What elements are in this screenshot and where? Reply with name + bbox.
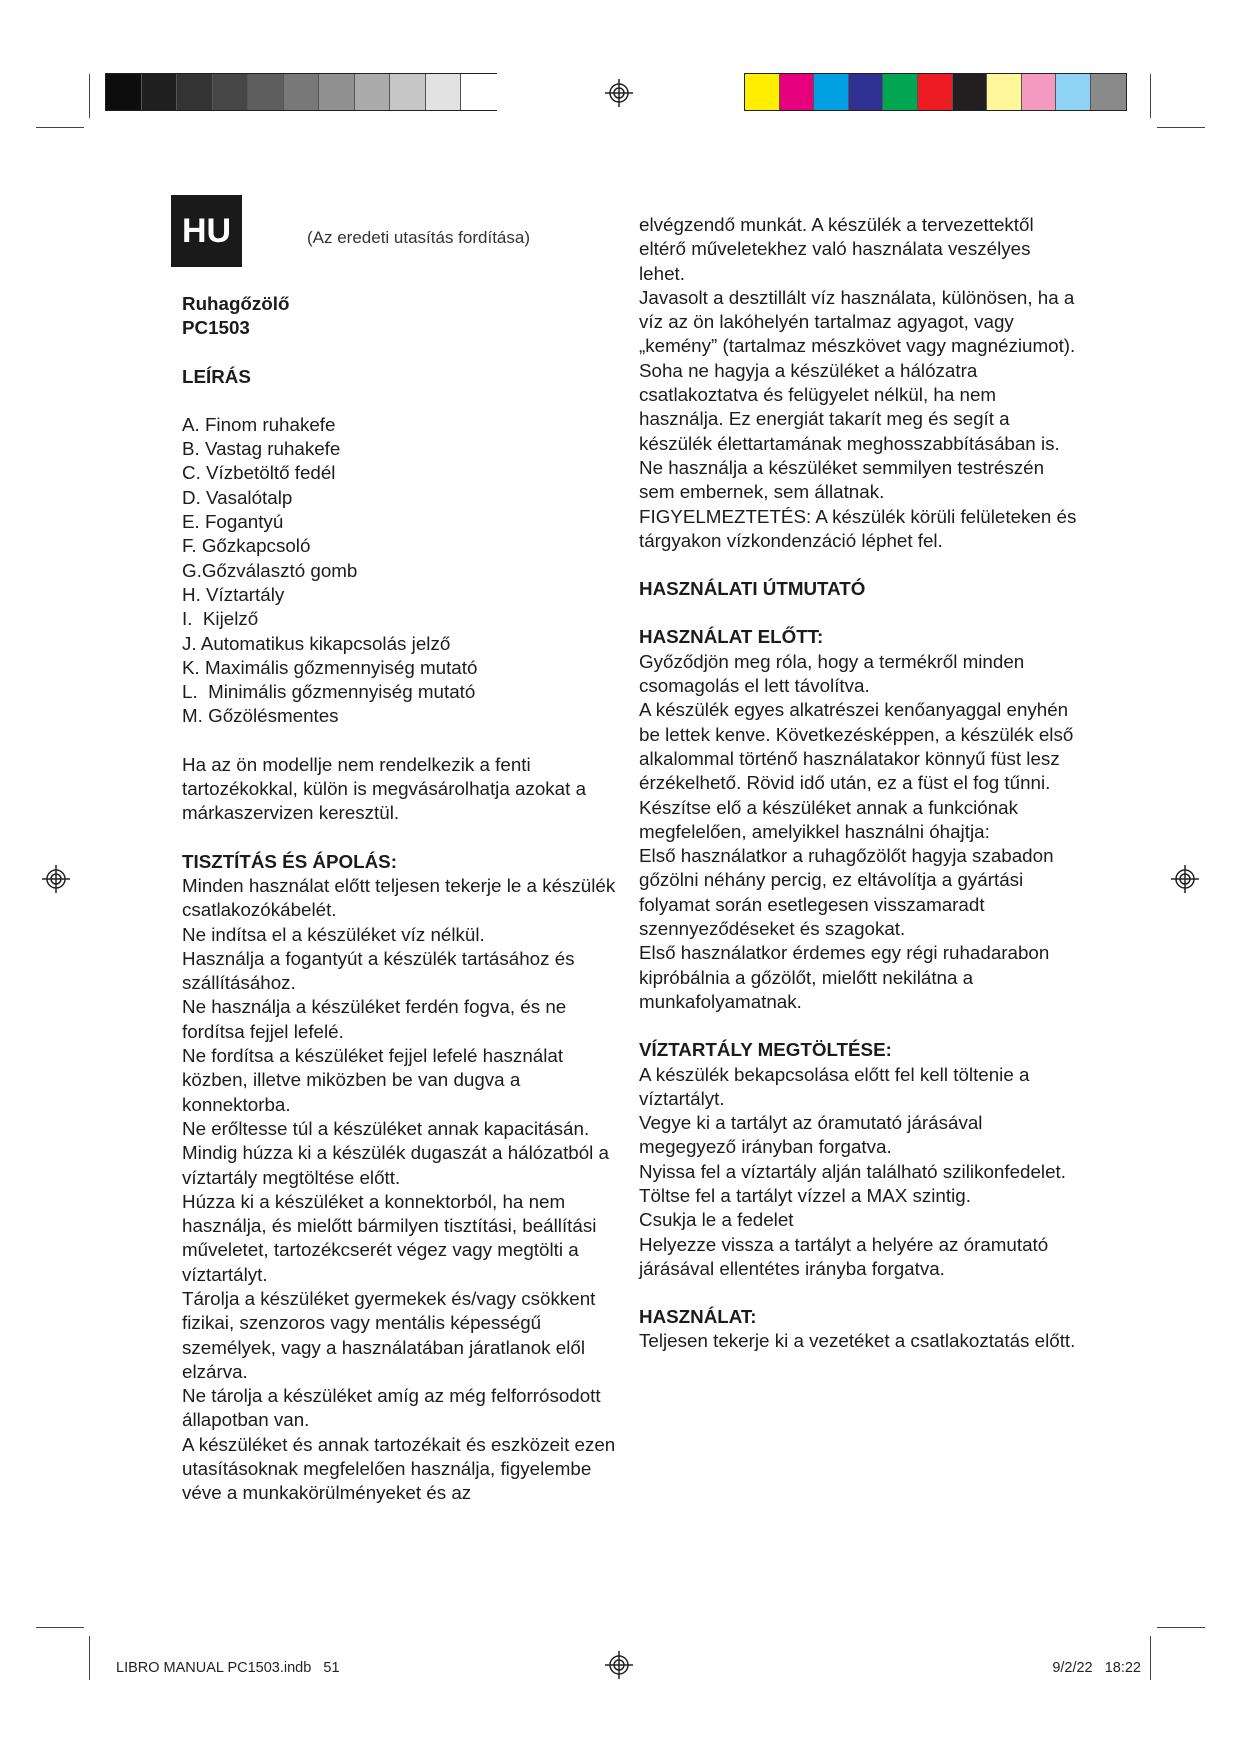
calibration-swatch <box>355 74 391 110</box>
parts-list-item: H. Víztartály <box>182 583 285 605</box>
cleaning-paragraph: Húzza ki a készüléket a konnektorból, ha nem használja, és mielőtt bármilyen tisztítási, beállítási műveletet, tartozékcserét végez vagy megtölti a víztartályt. <box>182 1190 597 1285</box>
registration-mark-top-icon <box>604 78 634 108</box>
calibration-swatch <box>177 74 213 110</box>
before-use-heading: HASZNÁLAT ELŐTT: <box>639 626 824 648</box>
parts-list-item: I. Kijelző <box>182 608 259 630</box>
cleaning-heading: TISZTÍTÁS ÉS ÁPOLÁS: <box>182 850 397 872</box>
tank-paragraph: Nyissa fel a víztartály alján található szilikonfedelet. <box>639 1160 1066 1182</box>
crop-mark-top-left-v <box>89 74 90 118</box>
calibration-swatch <box>1056 74 1091 110</box>
cleaning-paragraph: A készüléket és annak tartozékait és eszközeit ezen utasításoknak megfelelően használja, figyelembe véve a munkakörülményeket és az <box>182 1433 616 1504</box>
tank-paragraph: Töltse fel a tartályt vízzel a MAX szintig. <box>639 1184 971 1206</box>
tank-paragraph: Csukja le a fedelet <box>639 1209 794 1231</box>
intro-paragraph: Ne használja a készüléket semmilyen testrészén sem embernek, sem állatnak. <box>639 456 1045 503</box>
crop-mark-top-right-h <box>1157 127 1205 128</box>
before-use-paragraph: Első használatkor a ruhagőzölőt hagyja szabadon gőzölni néhány percig, ez eltávolítja a gyártási folyamat során esetlegesen visszamaradt szennyeződéseket és szagokat. <box>639 845 1054 940</box>
calibration-swatch <box>248 74 284 110</box>
calibration-swatch <box>319 74 355 110</box>
cleaning-paragraph: Ne erőltesse túl a készüléket annak kapacitásán. <box>182 1117 590 1139</box>
left-column <box>182 292 622 1506</box>
calibration-swatch <box>987 74 1022 110</box>
cleaning-paragraph: Ne használja a készüléket ferdén fogva, és ne fordítsa fejjel lefelé. <box>182 996 567 1042</box>
parts-list-item: C. Vízbetöltő fedél <box>182 462 336 484</box>
intro-paragraph: elvégzendő munkát. A készülék a tervezettektől eltérő műveletekhez való használata veszélyes lehet. <box>639 214 1034 284</box>
registration-mark-bottom-icon <box>604 1650 634 1680</box>
parts-list-item: D. Vasalótalp <box>182 486 293 508</box>
tank-paragraph: Vegye ki a tartályt az óramutató járásával megegyező irányban forgatva. <box>639 1112 983 1158</box>
parts-list <box>182 413 622 729</box>
description-heading: LEÍRÁS <box>182 365 251 387</box>
use-heading: HASZNÁLAT: <box>639 1306 757 1328</box>
translation-subtitle: (Az eredeti utasítás fordítása) <box>307 228 530 247</box>
cleaning-paragraph: Ne indítsa el a készüléket víz nélkül. <box>182 923 485 945</box>
calibration-swatch <box>426 74 462 110</box>
cleaning-paragraph: Mindig húzza ki a készülék dugaszát a hálózatból a víztartály megtöltése előtt. <box>182 1142 610 1188</box>
parts-list-item: A. Finom ruhakefe <box>182 413 336 435</box>
cleaning-paragraph: Használja a fogantyút a készülék tartásához és szállításához. <box>182 947 575 994</box>
crop-mark-bottom-left-h <box>36 1627 84 1628</box>
before-use-paragraph: Készítse elő a készüléket annak a funkciónak megfelelően, amelyikkel használni óhajtja: <box>639 796 1018 842</box>
crop-mark-bottom-right-h <box>1157 1627 1205 1628</box>
warning-paragraph: FIGYELMEZTETÉS: A készülék körüli felületeken és tárgyakon vízkondenzáció léphet fel. <box>639 505 1077 551</box>
spacer <box>182 389 622 413</box>
product-model: PC1503 <box>182 317 250 339</box>
parts-list-item: J. Automatikus kikapcsolás jelző <box>182 632 451 654</box>
spacer <box>639 553 1079 577</box>
before-use-paragraph: A készülék egyes alkatrészei kenőanyaggal enyhén be lettek kenve. Következésképpen, a készülék első alkalommal történő használatakor könnyű füst lesz érzékelhető. Rövid idő után, ez a füst el fog tűnni. <box>639 699 1074 794</box>
calibration-swatch <box>918 74 953 110</box>
calibration-swatch <box>883 74 918 110</box>
crop-mark-top-right-v <box>1150 74 1151 118</box>
tank-paragraph: A készülék bekapcsolása előtt fel kell töltenie a víztartályt. <box>639 1063 1030 1109</box>
tank-paragraph: Helyezze vissza a tartályt a helyére az óramutató járásával ellentétes irányba forgatva. <box>639 1233 1049 1279</box>
calibration-swatch <box>780 74 815 110</box>
parts-list-item: K. Maximális gőzmennyiség mutató <box>182 656 478 678</box>
language-badge: HU <box>171 195 242 267</box>
accessory-note: Ha az ön modellje nem rendelkezik a fenti tartozékokkal, külön is megvásárolhatja azokat a márkaszervizen keresztül. <box>182 753 587 824</box>
calibration-swatch <box>849 74 884 110</box>
calibration-swatch <box>814 74 849 110</box>
spacer <box>639 1281 1079 1305</box>
parts-list-item: E. Fogantyú <box>182 511 284 533</box>
calibration-swatch <box>106 74 142 110</box>
usage-guide-heading: HASZNÁLATI ÚTMUTATÓ <box>639 578 866 600</box>
calibration-swatch <box>284 74 320 110</box>
intro-paragraph: Soha ne hagyja a készüléket a hálózatra csatlakoztatva és felügyelet nélkül, ha nem használja. Ez energiát takarít meg és segít a készülék élettartamának meghosszabbításában is. <box>639 359 1060 454</box>
cleaning-paragraph: Tárolja a készüléket gyermekek és/vagy csökkent fizikai, szenzoros vagy mentális képességű személyek, vagy a használatában járatlanok elől elzárva. <box>182 1287 596 1382</box>
calibration-swatch <box>1022 74 1057 110</box>
before-use-paragraph: Győződjön meg róla, hogy a termékről minden csomagolás el lett távolítva. <box>639 650 1025 697</box>
registration-mark-left-icon <box>41 864 71 894</box>
cleaning-paragraph: Ne tárolja a készüléket amíg az még felforrósodott állapotban van. <box>182 1385 601 1431</box>
footer-timestamp: 9/2/22 18:22 <box>1052 1660 1141 1676</box>
color-calibration-bar <box>744 73 1127 111</box>
crop-mark-top-left-h <box>36 127 84 128</box>
calibration-swatch <box>953 74 988 110</box>
cleaning-paragraph: Minden használat előtt teljesen tekerje le a készülék csatlakozókábelét. <box>182 874 616 921</box>
parts-list-item: B. Vastag ruhakefe <box>182 438 341 460</box>
registration-mark-right-icon <box>1170 864 1200 894</box>
calibration-swatch <box>461 74 497 110</box>
right-column <box>639 213 1079 1354</box>
spacer <box>639 1014 1079 1038</box>
parts-list-item: F. Gőzkapcsoló <box>182 535 311 557</box>
footer-file-info: LIBRO MANUAL PC1503.indb 51 <box>116 1660 340 1676</box>
parts-list-item: L. Minimális gőzmennyiség mutató <box>182 681 476 703</box>
calibration-swatch <box>390 74 426 110</box>
cleaning-paragraph: Ne fordítsa a készüléket fejjel lefelé használat közben, illetve miközben be van dugva a konnektorba. <box>182 1045 564 1115</box>
use-paragraph: Teljesen tekerje ki a vezetéket a csatlakoztatás előtt. <box>639 1330 1076 1352</box>
calibration-swatch <box>213 74 249 110</box>
spacer <box>639 601 1079 625</box>
calibration-swatch <box>142 74 178 110</box>
spacer <box>182 729 622 753</box>
crop-mark-bottom-left-v <box>89 1636 90 1680</box>
grayscale-calibration-bar <box>105 73 497 111</box>
calibration-swatch <box>1091 74 1126 110</box>
product-name: Ruhagőzölő <box>182 293 290 314</box>
tank-heading: VÍZTARTÁLY MEGTÖLTÉSE: <box>639 1039 892 1061</box>
spacer <box>182 826 622 850</box>
crop-mark-bottom-right-v <box>1150 1636 1151 1680</box>
parts-list-item: M. Gőzölésmentes <box>182 705 339 727</box>
before-use-paragraph: Első használatkor érdemes egy régi ruhadarabon kipróbálnia a gőzölőt, mielőtt nekilátna a munkafolyamatnak. <box>639 942 1050 1012</box>
calibration-swatch <box>745 74 780 110</box>
spacer <box>182 341 622 365</box>
intro-paragraph: Javasolt a desztillált víz használata, különösen, ha a víz az ön lakóhelyén tartalmaz agyagot, vagy „kemény” (tartalmaz mészkövet vagy magnéziumot). <box>639 286 1076 357</box>
parts-list-item: G.Gőzválasztó gomb <box>182 559 358 581</box>
